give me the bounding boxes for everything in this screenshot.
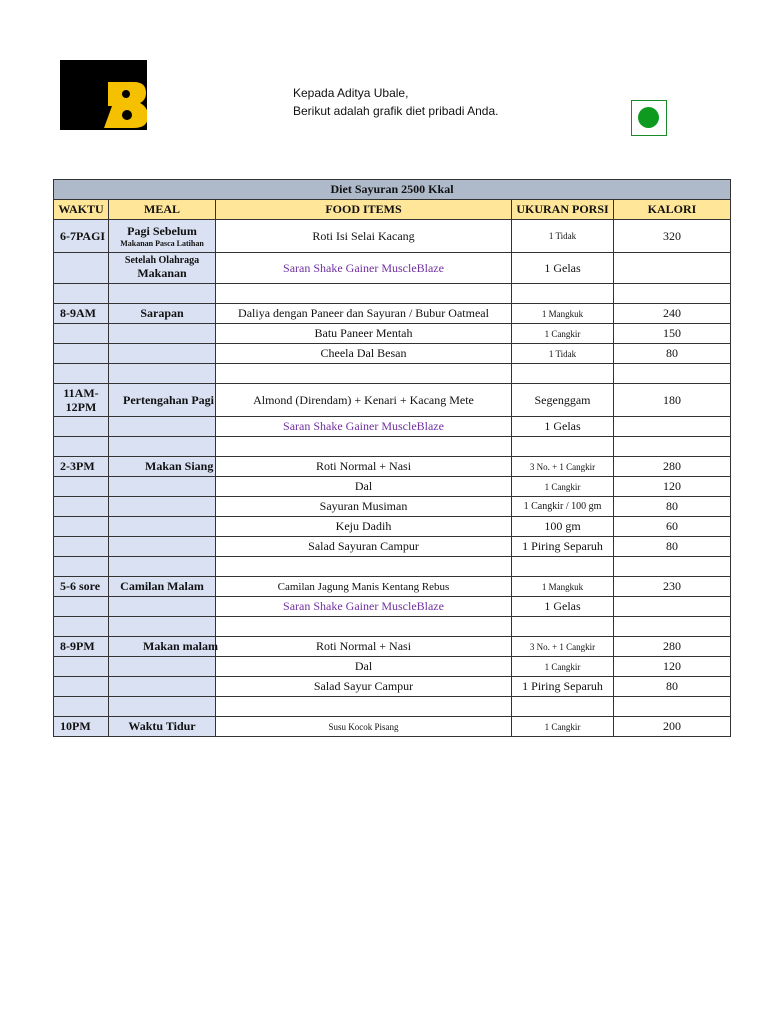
calories-cell: 80 (614, 677, 731, 697)
header-food: FOOD ITEMS (216, 200, 512, 220)
time-cell (54, 253, 109, 284)
food-cell: Camilan Jagung Manis Kentang Rebus (216, 577, 512, 597)
portion-cell: 1 Gelas (512, 597, 614, 617)
meal-cell (109, 677, 216, 697)
food-cell: Dal (216, 657, 512, 677)
meal-cell: Camilan Malam (109, 577, 216, 597)
veg-dot-icon (638, 107, 659, 128)
calories-cell: 80 (614, 344, 731, 364)
time-cell: 8-9PM (54, 637, 109, 657)
food-cell (216, 617, 512, 637)
veg-mark-icon (631, 100, 667, 136)
time-cell (54, 617, 109, 637)
meal-cell: Sarapan (109, 304, 216, 324)
table-row (54, 637, 731, 657)
meal-cell (109, 324, 216, 344)
time-cell (54, 384, 109, 417)
calories-cell (614, 284, 731, 304)
calories-cell: 120 (614, 477, 731, 497)
table-row (54, 677, 731, 697)
portion-cell: 1 Gelas (512, 253, 614, 284)
portion-cell: 1 Piring Separuh (512, 677, 614, 697)
time-cell (54, 497, 109, 517)
table-row (54, 344, 731, 364)
portion-cell: 1 Cangkir (512, 477, 614, 497)
food-cell: Roti Normal + Nasi (216, 637, 512, 657)
diet-chart-table (53, 179, 731, 737)
calories-cell: 320 (614, 220, 731, 253)
calories-cell (614, 557, 731, 577)
portion-cell (512, 437, 614, 457)
table-row (54, 220, 731, 253)
calories-cell: 80 (614, 537, 731, 557)
table-row (54, 537, 731, 557)
calories-cell: 280 (614, 637, 731, 657)
meal-cell (109, 417, 216, 437)
food-cell (216, 364, 512, 384)
calories-cell: 80 (614, 497, 731, 517)
calories-cell (614, 617, 731, 637)
table-row-empty (54, 557, 731, 577)
food-cell (216, 437, 512, 457)
header-calories: KALORI (614, 200, 731, 220)
table-row (54, 657, 731, 677)
brand-logo-icon (60, 60, 147, 130)
time-cell (54, 597, 109, 617)
time-cell (54, 364, 109, 384)
meal-label: Makanan (137, 265, 187, 280)
calories-cell (614, 253, 731, 284)
meal-sublabel: Makanan Pasca Latihan (120, 238, 204, 248)
food-cell: Susu Kocok Pisang (216, 717, 512, 737)
table-row (54, 304, 731, 324)
meal-cell (109, 697, 216, 717)
time-cell (54, 677, 109, 697)
portion-cell: 1 Tidak (512, 344, 614, 364)
meal-cell (109, 253, 216, 284)
calories-cell: 230 (614, 577, 731, 597)
calories-cell: 180 (614, 384, 731, 417)
time-cell (54, 697, 109, 717)
meal-cell (109, 220, 216, 253)
portion-cell: 1 Cangkir / 100 gm (512, 497, 614, 517)
time-cell (54, 477, 109, 497)
table-row-empty (54, 284, 731, 304)
time-cell (54, 437, 109, 457)
portion-cell (512, 364, 614, 384)
meal-cell (109, 364, 216, 384)
time-cell: 2-3PM (54, 457, 109, 477)
table-row-empty (54, 617, 731, 637)
food-cell (216, 697, 512, 717)
calories-cell (614, 597, 731, 617)
time-label: 11AM- (63, 386, 99, 400)
time-cell (54, 657, 109, 677)
meal-cell (109, 344, 216, 364)
header-meal: MEAL (109, 200, 216, 220)
portion-cell: Segenggam (512, 384, 614, 417)
calories-cell: 150 (614, 324, 731, 344)
time-cell: 6-7PAGI (54, 220, 109, 253)
food-cell: Daliya dengan Paneer dan Sayuran / Bubur Oatmeal (216, 304, 512, 324)
table-row-empty (54, 697, 731, 717)
table-row (54, 457, 731, 477)
portion-cell (512, 557, 614, 577)
calories-cell (614, 364, 731, 384)
portion-cell: 1 Mangkuk (512, 304, 614, 324)
food-cell: Salad Sayur Campur (216, 677, 512, 697)
time-cell: 8-9AM (54, 304, 109, 324)
portion-cell: 1 Gelas (512, 417, 614, 437)
time-cell: 5-6 sore (54, 577, 109, 597)
portion-cell: 100 gm (512, 517, 614, 537)
portion-cell: 1 Cangkir (512, 657, 614, 677)
calories-cell (614, 417, 731, 437)
meal-cell (109, 497, 216, 517)
portion-cell (512, 284, 614, 304)
food-cell (216, 284, 512, 304)
portion-cell: 1 Cangkir (512, 717, 614, 737)
calories-cell: 200 (614, 717, 731, 737)
meal-cell: Makan malam (109, 637, 216, 657)
table-row (54, 324, 731, 344)
table-row (54, 517, 731, 537)
portion-cell (512, 697, 614, 717)
table-title: Diet Sayuran 2500 Kkal (54, 180, 731, 200)
food-cell: Saran Shake Gainer MuscleBlaze (216, 597, 512, 617)
table-row (54, 577, 731, 597)
food-cell: Saran Shake Gainer MuscleBlaze (216, 417, 512, 437)
time-cell (54, 537, 109, 557)
table-row (54, 597, 731, 617)
time-cell (54, 324, 109, 344)
table-row-empty (54, 364, 731, 384)
food-cell: Cheela Dal Besan (216, 344, 512, 364)
greeting (293, 84, 498, 120)
portion-cell: 3 No. + 1 Cangkir (512, 637, 614, 657)
food-cell: Keju Dadih (216, 517, 512, 537)
food-cell: Salad Sayuran Campur (216, 537, 512, 557)
calories-cell: 240 (614, 304, 731, 324)
food-cell: Dal (216, 477, 512, 497)
table-row (54, 253, 731, 284)
time-label: 12PM (65, 400, 97, 414)
table-row (54, 384, 731, 417)
portion-cell: 1 Mangkuk (512, 577, 614, 597)
meal-cell (109, 617, 216, 637)
greeting-message: Berikut adalah grafik diet pribadi Anda. (293, 104, 499, 118)
time-cell (54, 417, 109, 437)
meal-cell: Waktu Tidur (109, 717, 216, 737)
calories-cell (614, 437, 731, 457)
meal-toplabel: Setelah Olahraga (124, 254, 200, 266)
food-cell: Roti Normal + Nasi (216, 457, 512, 477)
portion-cell: 1 Cangkir (512, 324, 614, 344)
table-row (54, 497, 731, 517)
time-cell (54, 284, 109, 304)
meal-label: Pagi Sebelum (127, 223, 197, 238)
meal-cell (109, 557, 216, 577)
food-cell: Roti Isi Selai Kacang (216, 220, 512, 253)
table-row (54, 417, 731, 437)
food-cell: Saran Shake Gainer MuscleBlaze (216, 253, 512, 284)
meal-cell (109, 517, 216, 537)
portion-cell (512, 617, 614, 637)
calories-cell (614, 697, 731, 717)
meal-cell: Pertengahan Pagi (109, 384, 216, 417)
food-cell: Batu Paneer Mentah (216, 324, 512, 344)
food-cell (216, 557, 512, 577)
time-cell (54, 344, 109, 364)
table-title-row (54, 180, 731, 200)
table-header-row (54, 200, 731, 220)
calories-cell: 120 (614, 657, 731, 677)
calories-cell: 60 (614, 517, 731, 537)
header-portion: UKURAN PORSI (512, 200, 614, 220)
table-row (54, 717, 731, 737)
food-cell: Almond (Direndam) + Kenari + Kacang Mete (216, 384, 512, 417)
table-row-empty (54, 437, 731, 457)
portion-cell: 1 Tidak (512, 220, 614, 253)
meal-cell (109, 597, 216, 617)
header-time: WAKTU (54, 200, 109, 220)
portion-cell: 1 Piring Separuh (512, 537, 614, 557)
meal-cell (109, 477, 216, 497)
time-cell (54, 557, 109, 577)
meal-cell (109, 284, 216, 304)
meal-cell (109, 657, 216, 677)
food-cell: Sayuran Musiman (216, 497, 512, 517)
greeting-recipient: Kepada Aditya Ubale, (293, 86, 409, 100)
meal-cell (109, 537, 216, 557)
meal-cell (109, 437, 216, 457)
calories-cell: 280 (614, 457, 731, 477)
portion-cell: 3 No. + 1 Cangkir (512, 457, 614, 477)
meal-cell: Makan Siang (109, 457, 216, 477)
time-cell: 10PM (54, 717, 109, 737)
time-cell (54, 517, 109, 537)
table-row (54, 477, 731, 497)
